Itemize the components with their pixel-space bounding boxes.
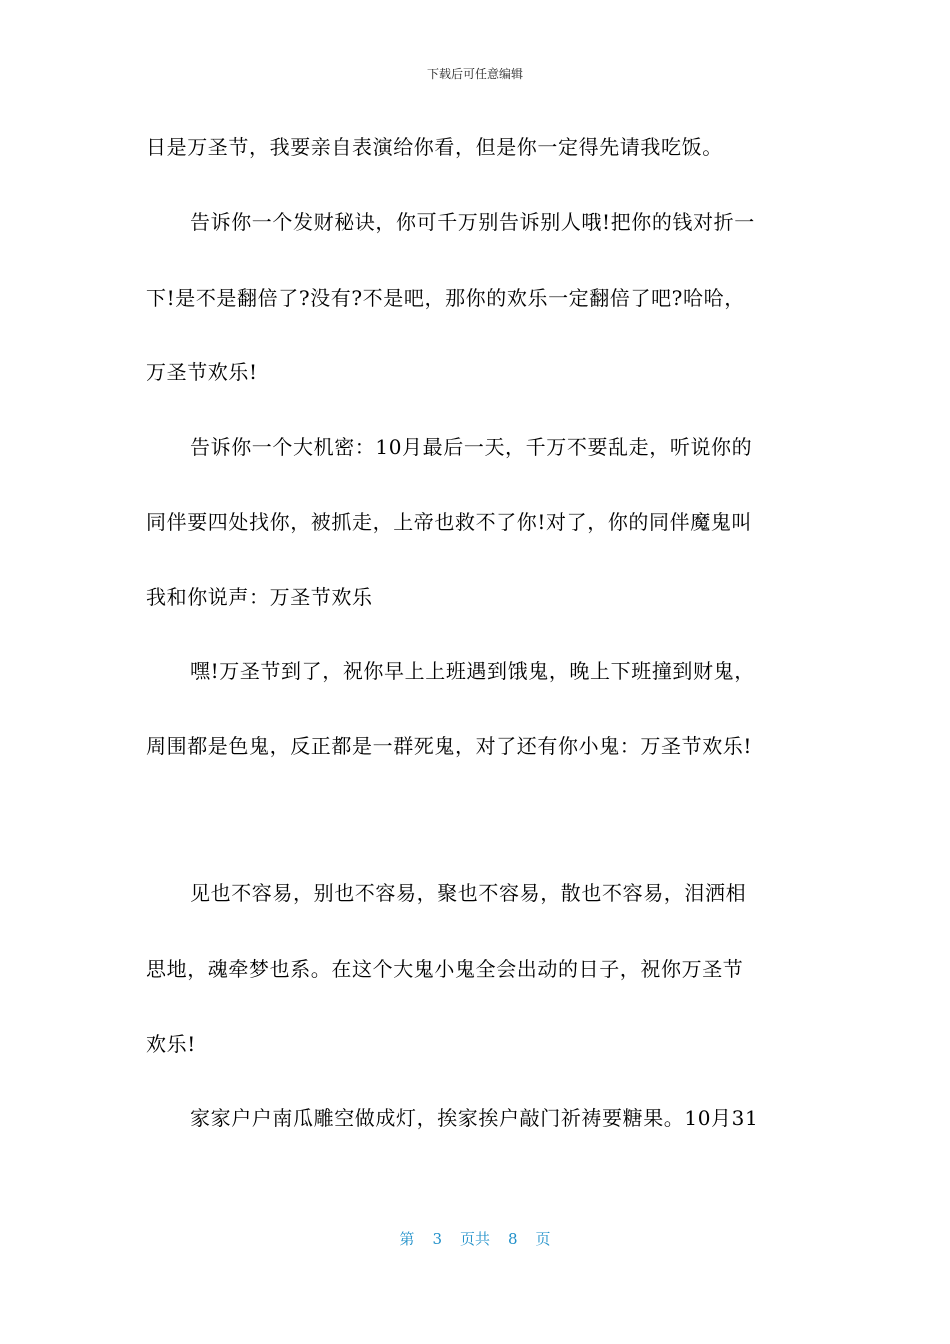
footer-total-pages: 8 (508, 1230, 518, 1248)
body-line: 告诉你一个大机密：10月最后一天，千万不要乱走，听说你的 (190, 435, 753, 459)
body-line: 思地，魂牵梦也系。在这个大鬼小鬼全会出动的日子，祝你万圣节 (146, 957, 744, 981)
body-line: 同伴要四处找你，被抓走，上帝也救不了你!对了，你的同伴魔鬼叫 (146, 510, 753, 534)
body-line: 家家户户南瓜雕空做成灯，挨家挨户敲门祈祷要糖果。10月31 (190, 1106, 759, 1130)
body-line: 我和你说声：万圣节欢乐 (146, 585, 373, 609)
body-line: 告诉你一个发财秘诀，你可千万别告诉别人哦!把你的钱对折一 (190, 210, 755, 234)
body-line: 周围都是色鬼，反正都是一群死鬼，对了还有你小鬼：万圣节欢乐! (146, 734, 753, 758)
body-line: 下!是不是翻倍了?没有?不是吧，那你的欢乐一定翻倍了吧?哈哈， (146, 286, 745, 310)
body-line: 日是万圣节，我要亲自表演给你看，但是你一定得先请我吃饭。 (146, 135, 723, 159)
body-line: 嘿!万圣节到了，祝你早上上班遇到饿鬼，晚上下班撞到财鬼， (190, 659, 755, 683)
footer-middle: 页共 (459, 1230, 490, 1248)
footer-current-page: 3 (432, 1230, 442, 1248)
body-line: 万圣节欢乐! (146, 360, 258, 384)
page-number-footer (0, 1229, 950, 1249)
footer-suffix: 页 (535, 1230, 551, 1248)
footer-prefix: 第 (399, 1230, 415, 1248)
page-header: 下载后可任意编辑 (426, 67, 523, 81)
body-line: 欢乐! (146, 1032, 196, 1056)
body-line: 见也不容易，别也不容易，聚也不容易，散也不容易，泪洒相 (190, 881, 747, 905)
